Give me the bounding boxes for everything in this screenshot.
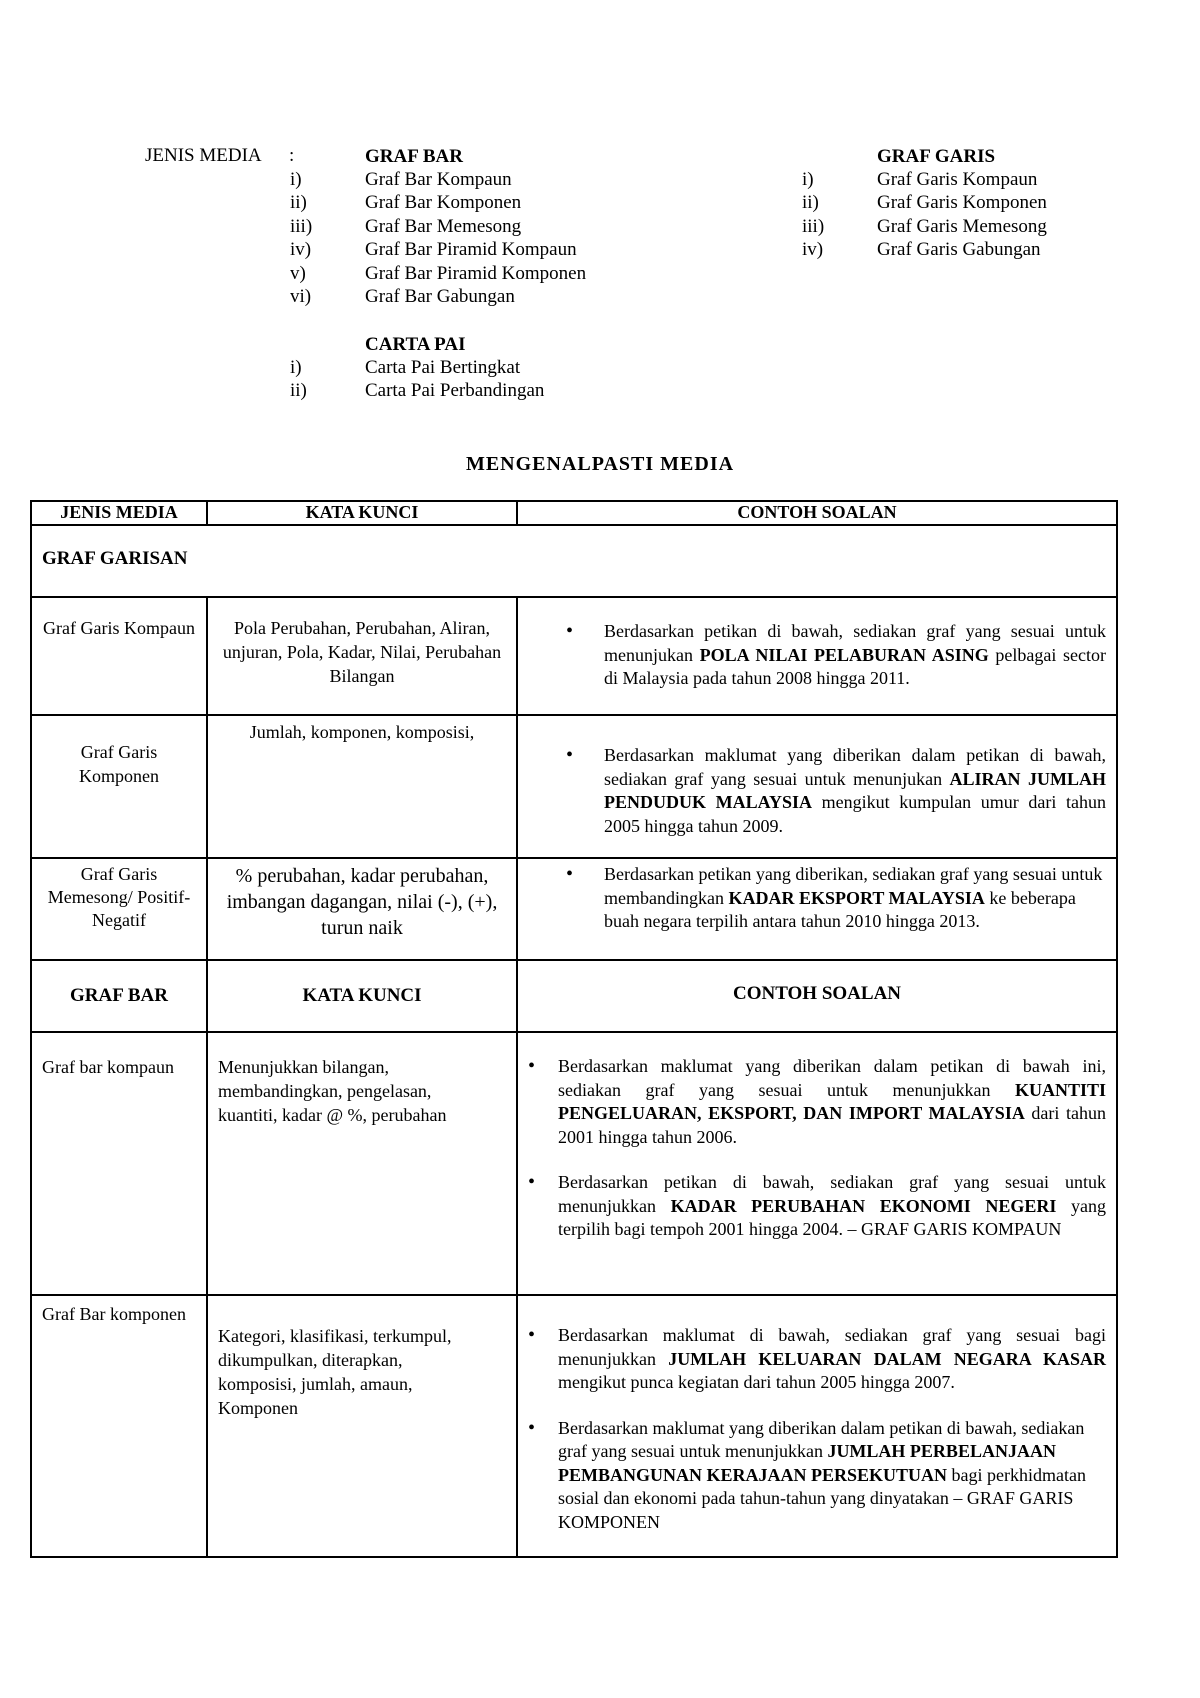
- table-row: [31, 715, 1117, 858]
- question-item: • Berdasarkan maklumat yang diberikan dalam petikan di bawah ini, sediakan graf yang sesuai untuk menunjukkan KUANTITI PENGELUARAN, EKSPORT, DAN IMPORT MALAYSIA dari tahun 2001 hingga tahun 2006.: [518, 1055, 1116, 1149]
- list-item: ii) Carta Pai Perbandingan: [290, 380, 545, 402]
- column-header: CONTOH SOALAN: [517, 960, 1117, 1032]
- list-item: ii) Graf Bar Komponen: [290, 192, 522, 214]
- table-row: [31, 1032, 1117, 1295]
- jenis-media-label: JENIS MEDIA: [145, 145, 262, 166]
- media-cell: Graf bar kompaun: [31, 1032, 207, 1295]
- list-item: iii) Graf Garis Memesong: [802, 215, 1047, 237]
- question-item: • Berdasarkan maklumat di bawah, sediakan graf yang sesuai bagi menunjukkan JUMLAH KELUARAN DALAM NEGARA KASAR mengikut punca kegiatan dari tahun 2005 hingga 2007.: [518, 1324, 1116, 1395]
- column-header: JENIS MEDIA: [31, 501, 207, 525]
- table-subheader-row: [31, 960, 1117, 1032]
- question-cell: [517, 1295, 1117, 1557]
- question-item: • Berdasarkan petikan yang diberikan, sediakan graf yang sesuai untuk membandingkan KADAR EKSPORT MALAYSIA ke beberapa buah negara terpilih antara tahun 2010 hingga 2013.: [518, 863, 1116, 934]
- list-item: i) Graf Bar Kompaun: [290, 169, 512, 190]
- question-item: • Berdasarkan petikan di bawah, sediakan graf yang sesuai untuk menunjukkan KADAR PERUBAHAN EKONOMI NEGERI yang terpilih bagi tempoh 2001 hingga 2004. – GRAF GARIS KOMPAUN: [518, 1171, 1116, 1242]
- question-cell: [517, 1032, 1117, 1295]
- graf-garis-heading: GRAF GARIS: [877, 146, 996, 167]
- keyword-cell: % perubahan, kadar perubahan, imbangan dagangan, nilai (-), (+), turun naik: [207, 858, 517, 960]
- keyword-cell: Jumlah, komponen, komposisi,: [207, 715, 517, 858]
- section-heading: GRAF GARISAN: [31, 525, 1117, 597]
- list-item: v) Graf Bar Piramid Komponen: [290, 262, 587, 284]
- list-item: vi) Graf Bar Gabungan: [290, 285, 515, 307]
- question-item: • Berdasarkan maklumat yang diberikan dalam petikan di bawah, sediakan graf yang sesuai untuk menunjukan ALIRAN JUMLAH PENDUDUK MALAYSIA mengikut kumpulan umur dari tahun 2005 hingga tahun 2009.: [518, 744, 1116, 838]
- jenis-media-colon: :: [289, 145, 295, 166]
- keyword-cell: Menunjukkan bilangan, membandingkan, pengelasan, kuantiti, kadar @ %, perubahan: [207, 1032, 517, 1295]
- table-row: [31, 597, 1117, 715]
- column-header: KATA KUNCI: [207, 960, 517, 1032]
- question-cell: [517, 715, 1117, 858]
- graf-bar-heading: GRAF BAR: [365, 146, 463, 167]
- keyword-cell: Pola Perubahan, Perubahan, Aliran, unjuran, Pola, Kadar, Nilai, Perubahan Bilangan: [207, 597, 517, 715]
- table-row: [31, 1295, 1117, 1557]
- page-title: MENGENALPASTI MEDIA: [465, 453, 735, 475]
- column-header: KATA KUNCI: [207, 501, 517, 525]
- column-header: GRAF BAR: [31, 960, 207, 1032]
- graf-garis-list: [802, 145, 1162, 262]
- column-header: CONTOH SOALAN: [517, 501, 1117, 525]
- list-item: i) Graf Garis Kompaun: [802, 169, 1038, 190]
- list-item: iii) Graf Bar Memesong: [290, 215, 522, 237]
- section-row: [31, 525, 1117, 597]
- carta-pai-heading: CARTA PAI: [365, 334, 466, 355]
- graf-bar-list: [290, 145, 690, 308]
- question-cell: [517, 858, 1117, 960]
- media-cell: Graf Garis Kompaun: [31, 597, 207, 715]
- list-item: i) Carta Pai Bertingkat: [290, 357, 521, 378]
- carta-pai-list: [290, 333, 690, 403]
- keyword-cell: Kategori, klasifikasi, terkumpul, dikumpulkan, diterapkan, komposisi, jumlah, amaun, Komponen: [207, 1295, 517, 1557]
- media-table: [30, 500, 1118, 1558]
- question-cell: [517, 597, 1117, 715]
- list-item: iv) Graf Garis Gabungan: [802, 239, 1041, 261]
- list-item: iv) Graf Bar Piramid Kompaun: [290, 239, 577, 261]
- media-cell: Graf Bar komponen: [31, 1295, 207, 1557]
- media-cell: Graf Garis Memesong/ Positif-Negatif: [31, 858, 207, 960]
- question-item: • Berdasarkan maklumat yang diberikan dalam petikan di bawah, sediakan graf yang sesuai untuk menunjukkan JUMLAH PERBELANJAAN PEMBANGUNAN KERAJAAN PERSEKUTUAN bagi perkhidmatan sosial dan ekonomi pada tahun-tahun yang dinyatakan – GRAF GARIS KOMPONEN: [518, 1417, 1116, 1535]
- question-item: • Berdasarkan petikan di bawah, sediakan graf yang sesuai untuk menunjukan POLA NILAI PELABURAN ASING pelbagai sector di Malaysia pada tahun 2008 hingga 2011.: [518, 620, 1116, 691]
- media-cell: Graf Garis Komponen: [31, 715, 207, 858]
- table-row: [31, 858, 1117, 960]
- table-header-row: [31, 501, 1117, 525]
- list-item: ii) Graf Garis Komponen: [802, 192, 1047, 214]
